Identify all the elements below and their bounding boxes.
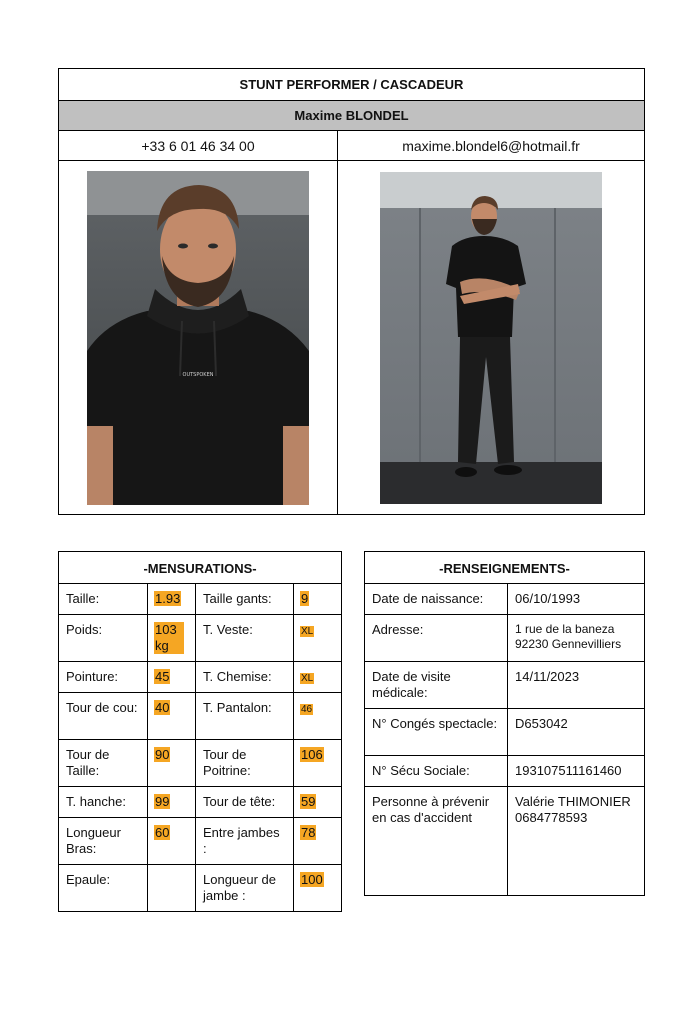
info-label: N° Sécu Sociale: (365, 756, 508, 787)
measure-label: Epaule: (59, 865, 148, 912)
measure-value: 9 (294, 584, 342, 615)
measure-value: 1.93 (148, 584, 196, 615)
measure-label: T. Chemise: (196, 662, 294, 693)
measure-value (148, 865, 196, 912)
performer-name: Maxime BLONDEL (59, 101, 645, 131)
email-address: maxime.blondel6@hotmail.fr (338, 131, 645, 161)
measure-label: Poids: (59, 615, 148, 662)
measure-label: Pointure: (59, 662, 148, 693)
measure-label: Taille gants: (196, 584, 294, 615)
portrait-photo (87, 171, 309, 505)
info-label: Date de naissance: (365, 584, 508, 615)
portrait-illustration (87, 171, 309, 505)
fullbody-illustration (380, 172, 602, 504)
measure-label: Longueur de jambe : (196, 865, 294, 912)
measure-value: 78 (294, 818, 342, 865)
address-line-2: 92230 Gennevilliers (515, 637, 622, 651)
measure-label: T. Veste: (196, 615, 294, 662)
info-value: 06/10/1993 (508, 584, 645, 615)
measure-label: Longueur Bras: (59, 818, 148, 865)
measure-value: XL (294, 615, 342, 662)
address-line-1: 1 rue de la baneza (515, 622, 615, 636)
measure-value: 59 (294, 787, 342, 818)
measure-value: 46 (294, 693, 342, 740)
renseignements-table (364, 551, 645, 896)
fullbody-photo (380, 172, 602, 504)
measure-label: Entre jambes : (196, 818, 294, 865)
measure-label: Tour de cou: (59, 693, 148, 740)
measure-label: T. Pantalon: (196, 693, 294, 740)
measure-value: 106 (294, 740, 342, 787)
measure-label: T. hanche: (59, 787, 148, 818)
info-label: N° Congés spectacle: (365, 709, 508, 756)
mensurations-heading: -MENSURATIONS- (59, 552, 342, 584)
info-label: Adresse: (365, 615, 508, 662)
header-table (58, 68, 645, 515)
portrait-photo-cell (59, 161, 338, 515)
phone-number: +33 6 01 46 34 00 (59, 131, 338, 161)
measure-label: Tour de Poitrine: (196, 740, 294, 787)
emergency-contact-name: Valérie THIMONIER (515, 794, 631, 809)
document-title: STUNT PERFORMER / CASCADEUR (59, 69, 645, 101)
emergency-contact-phone: 0684778593 (515, 810, 588, 825)
info-label: Date de visite médicale: (365, 662, 508, 709)
mensurations-table (58, 551, 342, 912)
info-value: D653042 (508, 709, 645, 756)
measure-label: Tour de tête: (196, 787, 294, 818)
measure-value: 103kg (148, 615, 196, 662)
measure-label: Tour de Taille: (59, 740, 148, 787)
measure-value: 45 (148, 662, 196, 693)
measure-value: 40 (148, 693, 196, 740)
measure-value: 90 (148, 740, 196, 787)
measure-value: XL (294, 662, 342, 693)
measure-value: 60 (148, 818, 196, 865)
info-value (508, 615, 645, 662)
renseignements-heading: -RENSEIGNEMENTS- (365, 552, 645, 584)
info-value (508, 787, 645, 896)
info-value: 193107511161460 (508, 756, 645, 787)
measure-label: Taille: (59, 584, 148, 615)
measure-value: 100 (294, 865, 342, 912)
measure-value: 99 (148, 787, 196, 818)
shirt-logo-text: OUTSPOKEN (182, 371, 214, 378)
info-value: 14/11/2023 (508, 662, 645, 709)
fullbody-photo-cell (338, 161, 645, 515)
info-label: Personne à prévenir en cas d'accident (365, 787, 508, 896)
